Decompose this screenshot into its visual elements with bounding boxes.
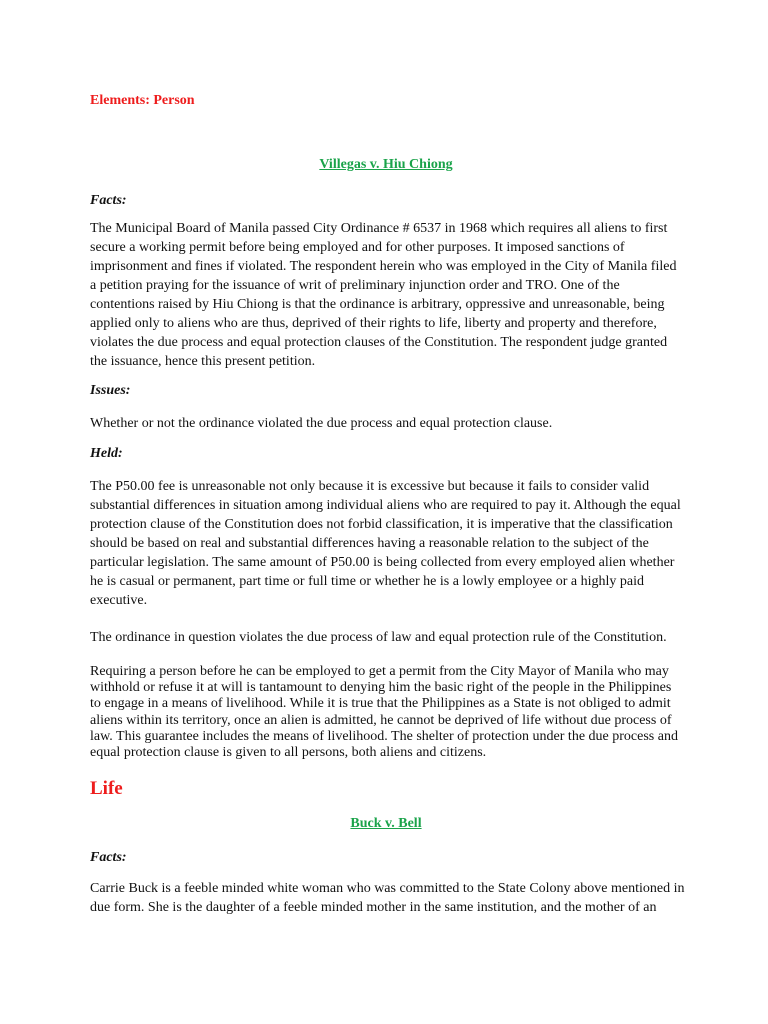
text-line: withhold or refuse it at will is tantamount to denying him the basic right of the people in the Philippines: [90, 680, 672, 696]
text-line: Requiring a person before he can be employed to get a permit from the City Mayor of Manila who may: [90, 664, 669, 679]
text-line: the issuance, hence this present petition.: [90, 354, 316, 369]
text-line: The Municipal Board of Manila passed City Ordinance # 6537 in 1968 which requires all aliens to first: [90, 221, 668, 236]
text-line: imprisonment and fines if violated. The respondent herein who was employed in the City of Manila filed: [90, 259, 677, 274]
text-line: equal protection clause is given to all persons, both aliens and citizens.: [90, 745, 487, 761]
issues-paragraph: [90, 414, 682, 433]
facts-label: Facts:: [90, 193, 127, 208]
text-line: secure a working permit before being employed and for other purposes. It imposed sanctions of: [90, 240, 625, 255]
text-line: particular legislation. The same amount of P50.00 is being collected from every employed alien whether: [90, 555, 675, 570]
text-line: to engage in a means of livelihood. While it is true that the Philippines as a State is not obliged to admit: [90, 696, 671, 712]
text-line: The P50.00 fee is unreasonable not only because it is excessive but because it fails to consider valid: [90, 479, 650, 494]
text-line: should be based on real and substantial differences having a reasonable relation to the subject of the: [90, 536, 649, 551]
text-line: violates the due process and equal protection clauses of the Constitution. The respondent judge granted: [90, 335, 668, 350]
text-line: applied only to aliens who are thus, deprived of their rights to life, liberty and property and therefore,: [90, 316, 657, 331]
text-line: he is casual or permanent, part time or full time or whether he is a lowly employee or a highly paid: [90, 574, 644, 589]
issues-label: Issues:: [90, 383, 131, 398]
text-line: The ordinance in question violates the due process of law and equal protection rule of the Constitution.: [90, 630, 667, 645]
text-line: contentions raised by Hiu Chiong is that the ordinance is arbitrary, oppressive and unreasonable, being: [90, 297, 665, 312]
text-line: a petition praying for the issuance of writ of preliminary injunction order and TRO. One of the: [90, 278, 620, 293]
section-heading: Life: [90, 778, 123, 799]
text-line: Whether or not the ordinance violated the due process and equal protection clause.: [90, 416, 553, 431]
held-paragraph-3: [90, 664, 682, 761]
text-line: aliens within its territory, once an alien is admitted, he cannot be deprived of life without due process of: [90, 712, 672, 728]
text-line: protection clause of the Constitution does not forbid classification, it is imperative that the classification: [90, 517, 673, 532]
held-paragraph-2: [90, 628, 682, 647]
text-line: Carrie Buck is a feeble minded white woman who was committed to the State Colony above mentioned in: [90, 881, 685, 896]
held-paragraph: [90, 477, 682, 610]
case-title: Buck v. Bell: [350, 816, 422, 831]
case-title: Villegas v. Hiu Chiong: [319, 157, 453, 172]
text-line: law. This guarantee includes the means of livelihood. The shelter of protection under the due process and: [90, 728, 678, 744]
facts-paragraph: [90, 219, 682, 371]
section-heading: Elements: Person: [90, 93, 195, 108]
text-line: substantial differences in situation among individual aliens who are required to pay it. Although the equal: [90, 498, 681, 513]
held-label: Held:: [90, 446, 123, 461]
text-line: due form. She is the daughter of a feeble minded mother in the same institution, and the mother of an: [90, 900, 657, 915]
text-line: executive.: [90, 593, 148, 608]
facts-label: Facts:: [90, 850, 127, 865]
facts-paragraph: [90, 879, 685, 917]
